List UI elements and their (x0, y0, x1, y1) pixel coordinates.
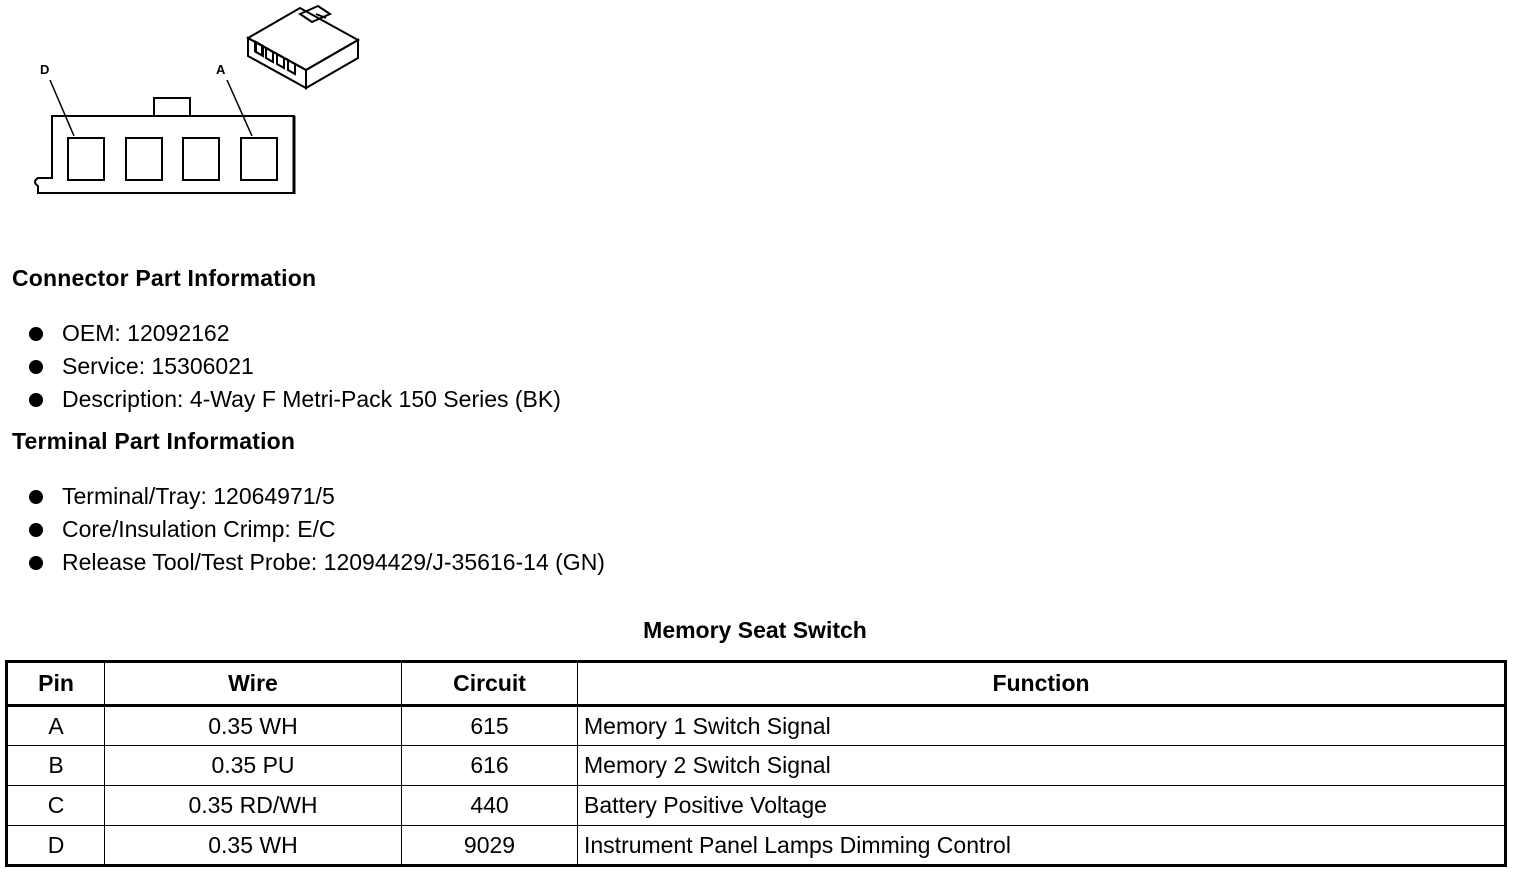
list-item (0, 317, 561, 350)
terminal-part-info-heading: Terminal Part Information (12, 428, 296, 454)
table-row (7, 706, 1506, 746)
wire-cell: 0.35 WH (105, 706, 402, 746)
column-header-wire: Wire (105, 662, 402, 706)
column-header-function: Function (578, 662, 1506, 706)
list-item (0, 383, 561, 416)
pin-label-a: A (216, 62, 226, 77)
column-header-pin: Pin (7, 662, 105, 706)
bullet-icon (29, 523, 43, 537)
list-item (0, 480, 605, 513)
wire-cell: 0.35 RD/WH (105, 786, 402, 826)
circuit-cell: 9029 (402, 826, 578, 866)
table-header-row (7, 662, 1506, 706)
bullet-icon (29, 360, 43, 374)
circuit-cell: 440 (402, 786, 578, 826)
pin-cell: D (7, 826, 105, 866)
pin-cell: C (7, 786, 105, 826)
connector-front-view (35, 80, 294, 194)
connector-isometric-illustration (248, 6, 358, 88)
table-row (7, 826, 1506, 866)
connector-part-info-heading: Connector Part Information (12, 265, 317, 291)
connector-part-info-list (0, 317, 561, 416)
table-caption: Memory Seat Switch (643, 617, 867, 643)
function-cell: Memory 2 Switch Signal (578, 746, 1506, 786)
pinout-table (5, 660, 1507, 867)
column-header-circuit: Circuit (402, 662, 578, 706)
function-cell: Memory 1 Switch Signal (578, 706, 1506, 746)
list-item (0, 350, 561, 383)
bullet-icon (29, 393, 43, 407)
wire-cell: 0.35 WH (105, 826, 402, 866)
list-item-text: Release Tool/Test Probe: 12094429/J-35616-14 (GN) (62, 549, 605, 575)
pin-label-d: D (40, 62, 50, 77)
connector-diagram (0, 0, 380, 210)
terminal-part-info-list (0, 480, 605, 579)
function-cell: Instrument Panel Lamps Dimming Control (578, 826, 1506, 866)
list-item-text: Service: 15306021 (62, 353, 254, 379)
list-item-text: Core/Insulation Crimp: E/C (62, 516, 336, 542)
circuit-cell: 615 (402, 706, 578, 746)
function-cell: Battery Positive Voltage (578, 786, 1506, 826)
circuit-cell: 616 (402, 746, 578, 786)
list-item (0, 513, 605, 546)
list-item (0, 546, 605, 579)
list-item-text: Description: 4-Way F Metri-Pack 150 Series (BK) (62, 386, 561, 412)
table-row (7, 786, 1506, 826)
bullet-icon (29, 327, 43, 341)
pin-cell: A (7, 706, 105, 746)
bullet-icon (29, 490, 43, 504)
list-item-text: OEM: 12092162 (62, 320, 230, 346)
table-row (7, 746, 1506, 786)
list-item-text: Terminal/Tray: 12064971/5 (62, 483, 335, 509)
bullet-icon (29, 556, 43, 570)
wire-cell: 0.35 PU (105, 746, 402, 786)
pin-cell: B (7, 746, 105, 786)
